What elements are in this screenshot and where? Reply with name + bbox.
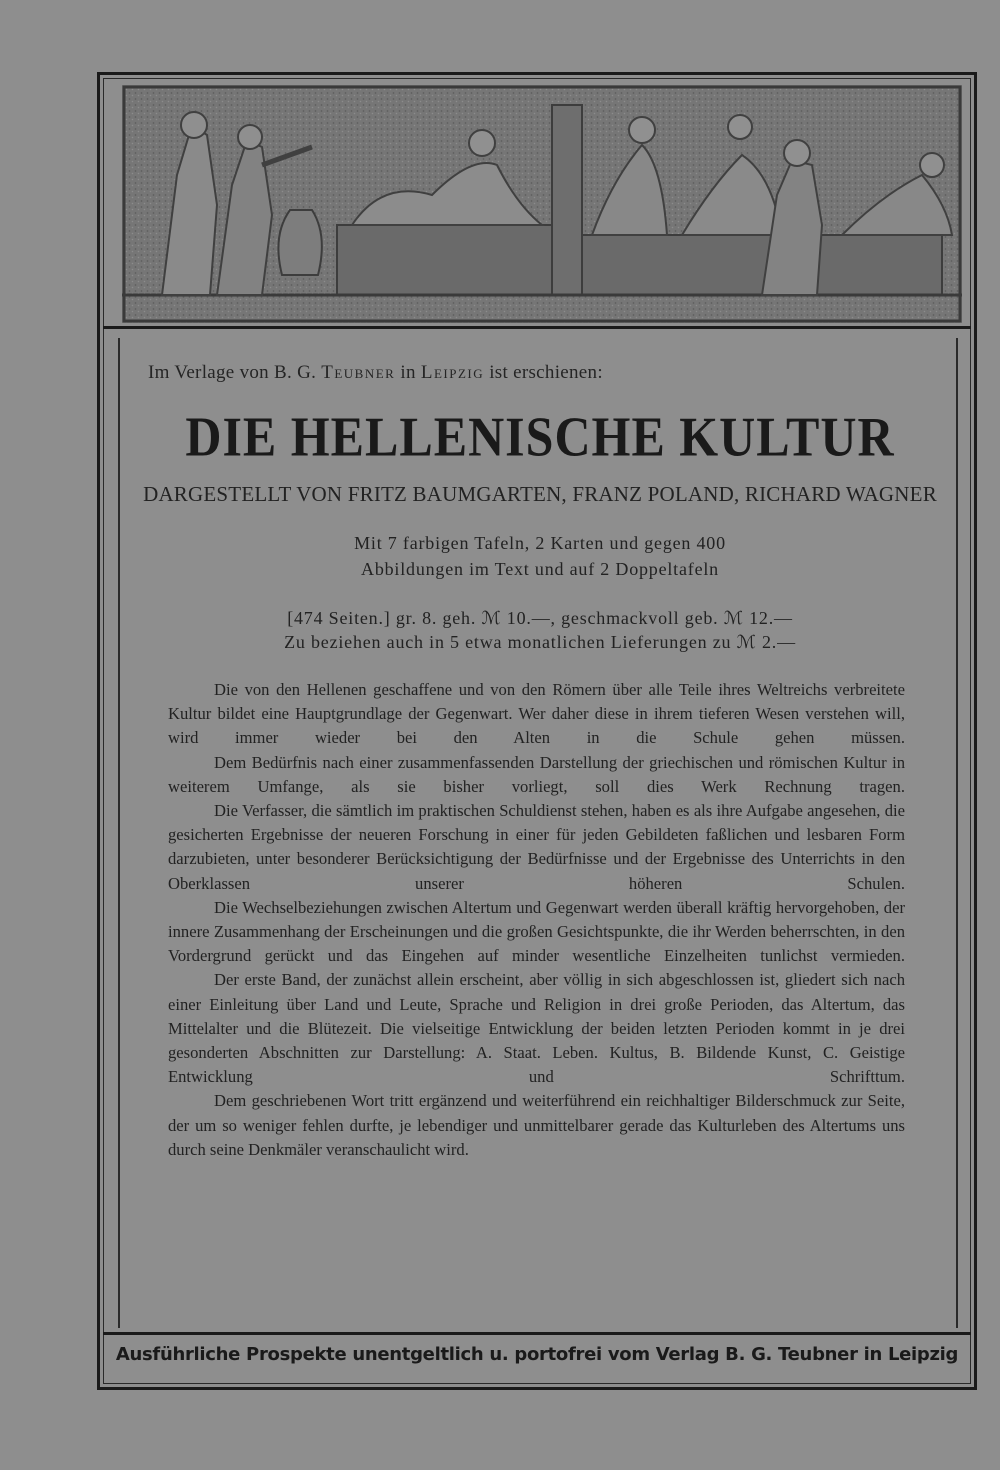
publisher-middle: in xyxy=(400,362,416,383)
relief-divider xyxy=(103,326,971,329)
publisher-suffix: ist erschienen: xyxy=(489,362,603,383)
footer-divider xyxy=(103,1332,971,1335)
paragraph: Dem Bedürfnis nach einer zusammenfassenden Darstellung der griechischen und römischen Kultur in weiterem Umfange, als sie bisher vorliegt, soll dies Werk Rechnung tragen. xyxy=(168,752,905,796)
paragraph: Die Wechselbeziehungen zwischen Altertum und Gegenwart werden überall kräftig hervorgehoben, der innere Zusammenhang der Erscheinungen und die großen Gesichtspunkte, die ihr Werden beherrschten, in den Vordergrund gerückt und das Eingehen auf minder wesentliche Einzelheiten tunlichst vermieden. xyxy=(168,897,905,966)
publisher-line xyxy=(148,362,788,384)
paragraph: Die von den Hellenen geschaffene und von den Römern über alle Teile ihres Weltreichs verbreitete Kultur bildet eine Hauptgrundlage der Gegenwart. Wer daher diese in ihrem tieferen Wesen verstehen will, wird immer wieder bei den Alten in die Schule gehen müssen. xyxy=(168,680,905,748)
description-body xyxy=(168,678,905,1162)
illustrations-line-2: Abbildungen im Text und auf 2 Doppeltafeln xyxy=(361,559,719,579)
illustrations-line-1: Mit 7 farbigen Tafeln, 2 Karten und gegen 400 xyxy=(354,533,726,553)
paragraph: Der erste Band, der zunächst allein erscheint, aber völlig in sich abgeschlossen ist, gliedert sich nach einer Einleitung über Land und Leute, Sprache und Religion in drei große Perioden, das Altertum, das Mittelalter und die Blütezeit. Die vielseitige Entwicklung der beiden letzten Perioden kommt in je drei gesonderten Abschnitten zur Darstellung: A. Staat. Leben. Kultus, B. Bildende Kunst, C. Geistige Entwicklung und Schrifttum. xyxy=(168,970,905,1087)
price-line-2: Zu beziehen auch in 5 etwa monatlichen Lieferungen zu ℳ 2.— xyxy=(284,632,796,652)
authors-line: DARGESTELLT VON FRITZ BAUMGARTEN, FRANZ POLAND, RICHARD WAGNER xyxy=(143,482,937,506)
publisher-city: Leipzig xyxy=(420,362,485,383)
paragraph: Die Verfasser, die sämtlich im praktischen Schuldienst stehen, haben es als ihre Aufgabe angesehen, die gesicherten Ergebnisse der neueren Forschung in einer für jeden Gebildeten faßlichen und lesbaren Form darzubieten, unter besonderer Berücksichtigung der Bedürfnisse und der Ergebnisse des Unterrichts in den Oberklassen unserer höheren Schulen. xyxy=(168,801,905,893)
relief-icon xyxy=(122,85,962,323)
illustrations-info xyxy=(240,530,840,582)
classical-relief-illustration xyxy=(122,85,962,323)
price-info xyxy=(160,606,920,654)
publisher-name: Teubner xyxy=(321,362,396,383)
paragraph: Dem geschriebenen Wort tritt ergänzend und weiterführend ein reichhaltiger Bilderschmuck zur Seite, der um so weniger fehlen durfte, je lebendiger und unmittelbarer gerade das Kulturleben des Altertums uns durch seine Denkmäler veranschaulicht wird. xyxy=(168,1091,905,1159)
price-line-1: [474 Seiten.] gr. 8. geh. ℳ 10.—, geschmackvoll geb. ℳ 12.— xyxy=(287,608,793,628)
footer-note: Ausführliche Prospekte unentgeltlich u. portofrei vom Verlag B. G. Teubner in Leipzig xyxy=(115,1344,959,1365)
publisher-prefix: Im Verlage von B. G. xyxy=(148,362,317,383)
book-title: DIE HELLENISCHE KULTUR xyxy=(185,405,895,468)
